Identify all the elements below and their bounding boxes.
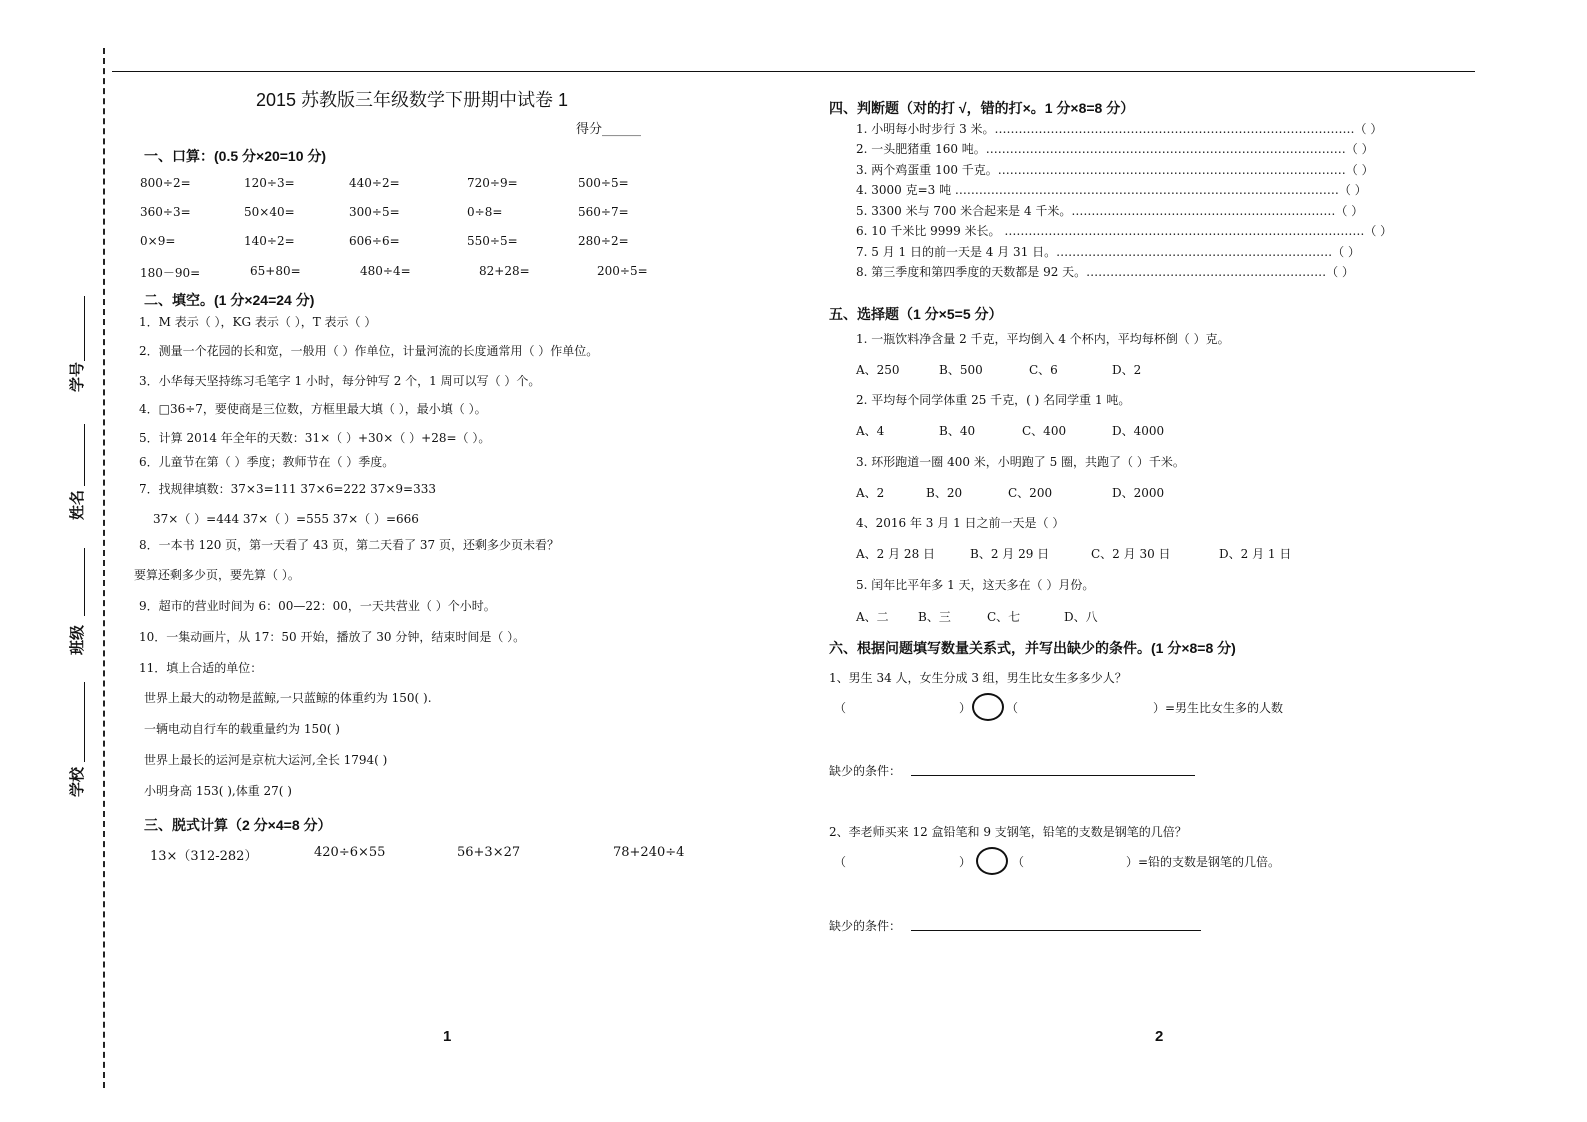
mental-math-item: 800÷2=: [140, 176, 191, 190]
fill-blank-line: 4．□36÷7，要使商是三位数，方框里最大填（ ），最小填（ ）。: [139, 402, 487, 416]
choice-option[interactable]: D、2: [1112, 363, 1142, 377]
name-blank: [84, 424, 85, 486]
page-number-1: 1: [443, 1028, 452, 1045]
calculation-item: 78+240÷4: [613, 845, 685, 860]
mental-math-item: 65+80=: [250, 264, 301, 278]
mental-math-item: 480÷4=: [360, 264, 411, 278]
page-title: 2015 苏教版三年级数学下册期中试卷 1: [256, 90, 569, 110]
problem2-operator-circle[interactable]: [976, 847, 1008, 875]
mental-math-item: 720÷9=: [467, 176, 518, 190]
student-no-label: 学号: [68, 361, 86, 392]
fill-blank-line: 3．小华每天坚持练习毛笔字 1 小时，每分钟写 2 个，1 周可以写（ ）个。: [139, 374, 541, 388]
student-no-blank: [84, 296, 85, 361]
true-false-item: 3. 两个鸡蛋重 100 千克。……………………………………………………………………………（ ）: [856, 163, 1374, 177]
fill-blank-line: 11．填上合适的单位：: [139, 661, 263, 675]
mental-math-item: 180－90=: [140, 266, 201, 280]
fill-blank-line: 2．测量一个花园的长和宽，一般用（ ）作单位，计量河流的长度通常用（ ）作单位。: [139, 344, 599, 358]
mental-math-item: 200÷5=: [597, 264, 648, 278]
choice-option[interactable]: D、2000: [1112, 486, 1165, 500]
fill-blank-line: 7．找规律填数：37×3=111 37×6=222 37×9=333: [139, 482, 437, 496]
true-false-item: 6. 10 千米比 9999 米长。 ………………………………………………………………………………（ ）: [856, 224, 1393, 238]
problem1-left-paren: （: [834, 701, 847, 715]
mental-math-item: 0×9=: [140, 234, 176, 248]
calculation-item: 13×（312-282）: [150, 849, 258, 864]
section2-heading: 二、填空。(1 分×24=24 分): [144, 292, 315, 308]
school-blank: [84, 682, 85, 762]
choice-option[interactable]: A、2: [856, 486, 885, 500]
problem1-paren-close: ）: [959, 701, 972, 715]
choice-option[interactable]: D、2 月 1 日: [1219, 547, 1292, 561]
binding-dashed-line: [103, 48, 105, 1088]
choice-question: 1. 一瓶饮料净含量 2 千克，平均倒入 4 个杯内，平均每杯倒（ ）克。: [856, 332, 1230, 346]
choice-option[interactable]: C、七: [987, 610, 1021, 624]
mental-math-item: 550÷5=: [467, 234, 518, 248]
fill-blank-line: 要算还剩多少页，要先算（ ）。: [134, 568, 300, 582]
mental-math-item: 140÷2=: [244, 234, 295, 248]
fill-blank-line: 6．儿童节在第（ ）季度；教师节在（ ）季度。: [139, 455, 395, 469]
choice-question: 2. 平均每个同学体重 25 千克，( ) 名同学重 1 吨。: [856, 393, 1131, 407]
name-label: 姓名: [68, 489, 86, 520]
choice-option[interactable]: C、400: [1022, 424, 1067, 438]
section3-heading: 三、脱式计算（2 分×4=8 分）: [144, 817, 332, 833]
fill-blank-line: 8．一本书 120 页，第一天看了 43 页，第二天看了 37 页，还剩多少页未看？: [139, 538, 559, 552]
score-field: 得分______: [576, 122, 642, 137]
section5-heading: 五、选择题（1 分×5=5 分）: [829, 306, 1003, 322]
choice-question: 3. 环形跑道一圈 400 米，小明跑了 5 圈，共跑了（ ）千米。: [856, 455, 1185, 469]
choice-question: 5. 闰年比平年多 1 天，这天多在（ ）月份。: [856, 578, 1095, 592]
problem2-paren-open: （: [1012, 855, 1025, 869]
problem1-paren-open: （: [1006, 701, 1019, 715]
mental-math-item: 300÷5=: [349, 205, 400, 219]
choice-option[interactable]: B、40: [939, 424, 976, 438]
mental-math-item: 280÷2=: [578, 234, 629, 248]
fill-blank-line: 1．M 表示（ ），KG 表示（ ），T 表示（ ）: [139, 315, 377, 329]
choice-option[interactable]: C、2 月 30 日: [1091, 547, 1171, 561]
problem2-missing-label: 缺少的条件：: [829, 919, 902, 933]
choice-option[interactable]: B、三: [918, 610, 951, 624]
page-number-2: 2: [1155, 1028, 1164, 1045]
choice-option[interactable]: A、2 月 28 日: [856, 547, 936, 561]
mental-math-item: 50×40=: [244, 205, 295, 219]
choice-option[interactable]: C、6: [1029, 363, 1058, 377]
class-label: 班级: [68, 624, 86, 655]
choice-option[interactable]: D、八: [1064, 610, 1098, 624]
problem1-missing-line[interactable]: [911, 775, 1195, 776]
choice-option[interactable]: B、2 月 29 日: [970, 547, 1050, 561]
true-false-item: 7. 5 月 1 日的前一天是 4 月 31 日。……………………………………………………………（ ）: [856, 245, 1360, 259]
true-false-item: 1. 小明每小时步行 3 米。………………………………………………………………………………（ ）: [856, 122, 1383, 136]
problem1-result: ）=男生比女生多的人数: [1153, 701, 1284, 715]
fill-blank-line: 5．计算 2014 年全年的天数：31×（ ）+30×（ ）+28=（ ）。: [139, 431, 491, 445]
fill-blank-line: 世界上最大的动物是蓝鲸,一只蓝鲸的体重约为 150( ).: [144, 691, 432, 705]
section6-heading: 六、根据问题填写数量关系式，并写出缺少的条件。(1 分×8=8 分): [829, 640, 1236, 656]
choice-option[interactable]: D、4000: [1112, 424, 1165, 438]
fill-blank-line: 9．超市的营业时间为 6：00—22：00，一天共营业（ ）个小时。: [139, 599, 496, 613]
true-false-item: 2. 一头肥猪重 160 吨。………………………………………………………………………………（ ）: [856, 142, 1374, 156]
class-blank: [84, 548, 85, 616]
problem2-paren-close: ）: [959, 855, 972, 869]
choice-option[interactable]: B、20: [926, 486, 963, 500]
choice-option[interactable]: A、4: [856, 424, 885, 438]
problem1-missing-label: 缺少的条件：: [829, 764, 902, 778]
mental-math-item: 0÷8=: [467, 205, 503, 219]
choice-option[interactable]: A、250: [856, 363, 900, 377]
top-rule: [112, 71, 1475, 72]
problem1-question: 1、男生 34 人，女生分成 3 组，男生比女生多多少人？: [829, 671, 1127, 685]
problem2-question: 2、李老师买来 12 盒铅笔和 9 支钢笔，铅笔的支数是钢笔的几倍？: [829, 825, 1187, 839]
true-false-item: 5. 3300 米与 700 米合起来是 4 千米。…………………………………………………………（ ）: [856, 204, 1364, 218]
calculation-item: 56+3×27: [457, 845, 521, 860]
true-false-item: 4. 3000 克=3 吨 ……………………………………………………………………………………（ ）: [856, 183, 1367, 197]
mental-math-item: 82+28=: [479, 264, 530, 278]
section1-heading: 一、口算：(0.5 分×20=10 分): [144, 148, 327, 164]
calculation-item: 420÷6×55: [314, 845, 386, 860]
choice-option[interactable]: A、二: [856, 610, 889, 624]
fill-blank-line: 小明身高 153( ),体重 27( ): [144, 784, 292, 798]
choice-option[interactable]: B、500: [939, 363, 983, 377]
mental-math-item: 560÷7=: [578, 205, 629, 219]
fill-blank-line: 一辆电动自行车的载重量约为 150( ): [144, 722, 340, 736]
choice-option[interactable]: C、200: [1008, 486, 1053, 500]
problem2-result: ）=铅的支数是钢笔的几倍。: [1126, 855, 1281, 869]
fill-blank-line: 10．一集动画片，从 17：50 开始，播放了 30 分钟，结束时间是（ ）。: [139, 630, 526, 644]
mental-math-item: 360÷3=: [140, 205, 191, 219]
fill-blank-line: 37×（ ）=444 37×（ ）=555 37×（ ）=666: [153, 512, 419, 526]
fill-blank-line: 世界上最长的运河是京杭大运河,全长 1794( ): [144, 753, 388, 767]
problem2-missing-line[interactable]: [911, 930, 1201, 931]
section4-heading: 四、判断题（对的打 √，错的打×。1 分×8=8 分）: [829, 100, 1135, 116]
mental-math-item: 120÷3=: [244, 176, 295, 190]
mental-math-item: 440÷2=: [349, 176, 400, 190]
problem2-left-paren: （: [834, 855, 847, 869]
problem1-operator-circle[interactable]: [972, 693, 1004, 721]
true-false-item: 8. 第三季度和第四季度的天数都是 92 天。……………………………………………………（ ）: [856, 265, 1354, 279]
school-label: 学校: [68, 766, 86, 797]
mental-math-item: 500÷5=: [578, 176, 629, 190]
mental-math-item: 606÷6=: [349, 234, 400, 248]
choice-question: 4、2016 年 3 月 1 日之前一天是（ ）: [856, 516, 1065, 530]
